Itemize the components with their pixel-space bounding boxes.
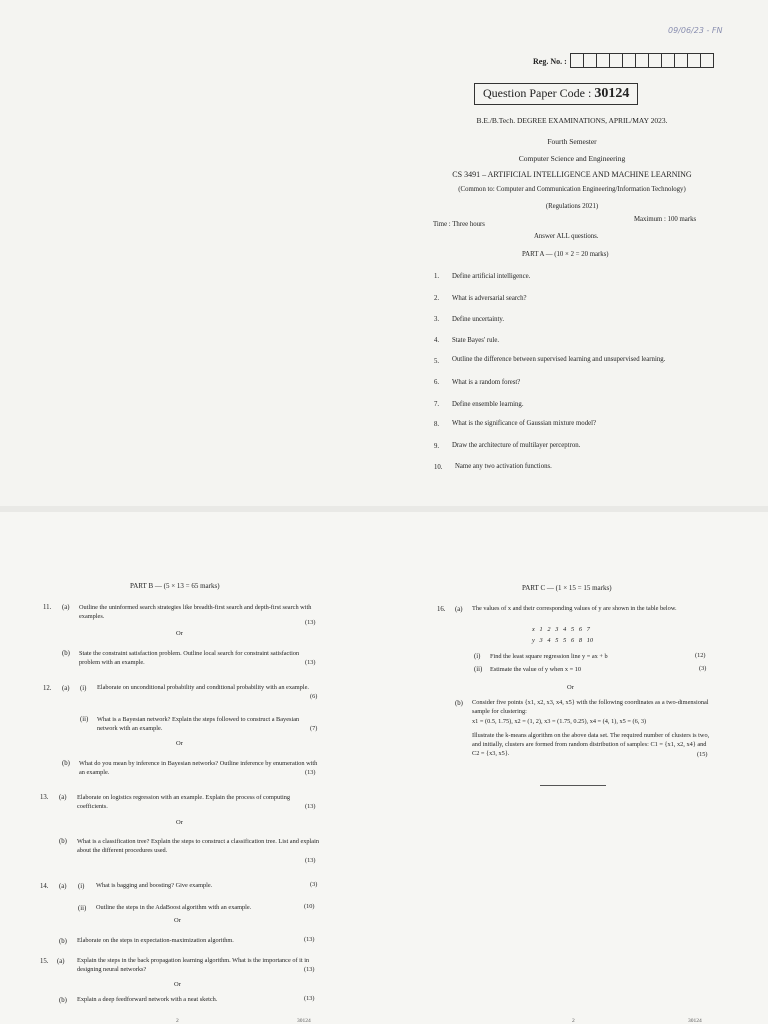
part-b-title: PART B — (5 × 13 = 65 marks) bbox=[130, 582, 220, 590]
handwritten-date-note: 09/06/23 - FN bbox=[668, 26, 723, 35]
or-separator: Or bbox=[567, 684, 574, 691]
marks: (13) bbox=[304, 966, 315, 973]
marks: (7) bbox=[310, 725, 318, 732]
question-text: What is a random forest? bbox=[452, 379, 521, 386]
marks: (13) bbox=[305, 619, 316, 626]
sub-sub-label: (ii) bbox=[78, 905, 87, 912]
question-number: 3. bbox=[434, 316, 440, 323]
marks: (13) bbox=[304, 936, 315, 943]
sub-label: (b) bbox=[59, 938, 67, 945]
sub-label: (b) bbox=[62, 760, 70, 767]
regulations: (Regulations 2021) bbox=[545, 203, 599, 210]
question-number: 4. bbox=[434, 337, 440, 344]
marks: (10) bbox=[304, 903, 315, 910]
exam-page-1 bbox=[0, 0, 768, 506]
course-title: CS 3491 – ARTIFICIAL INTELLIGENCE AND MACHINE LEARNING bbox=[452, 170, 692, 179]
question-number: 12. bbox=[43, 685, 52, 692]
q13a-text: Elaborate on logistics regression with an example. Explain the process of computing coefficients. bbox=[77, 794, 290, 810]
marks: (12) bbox=[695, 652, 706, 659]
question-number: 5. bbox=[434, 358, 440, 365]
department: Computer Science and Engineering bbox=[518, 154, 626, 163]
q16a-i-text: Find the least square regression line y = ax + b bbox=[490, 653, 608, 660]
question-text: Outline the difference between supervised learning and unsupervised learning. bbox=[452, 356, 666, 363]
q16b-coordinates: x1 = (0.5, 1.75), x2 = (1, 2), x3 = (1.75, 0.25), x4 = (4, 1), x5 = (6, 3) bbox=[472, 718, 647, 725]
question-text: Define uncertainty. bbox=[452, 316, 505, 323]
reg-no-boxes bbox=[570, 53, 714, 68]
sub-label: (b) bbox=[59, 997, 67, 1004]
instruction: Answer ALL questions. bbox=[534, 233, 599, 240]
question-number: 2. bbox=[434, 295, 440, 302]
or-separator: Or bbox=[176, 630, 183, 637]
sub-sub-label: (i) bbox=[78, 883, 85, 890]
qpc-number: 30124 bbox=[594, 86, 630, 101]
question-number: 13. bbox=[40, 794, 49, 801]
semester: Fourth Semester bbox=[547, 137, 597, 146]
exam-page-2 bbox=[0, 512, 768, 1024]
or-separator: Or bbox=[176, 740, 183, 747]
question-number: 7. bbox=[434, 401, 440, 408]
sub-sub-label: (i) bbox=[474, 653, 481, 660]
q14a-i-text: What is bagging and boosting? Give example. bbox=[96, 882, 213, 889]
q16b-task: Illustrate the k-means algorithm on the above data set. The required number of clusters is two, and initially, clusters are formed from random distribution of samples: C1 = {x1, x2, x4} and C2 = {x3, x5}. bbox=[472, 732, 710, 757]
table-y-row: y 3 4 5 5 6 8 10 bbox=[532, 637, 594, 644]
q11a-text: Outline the uninformed search strategies like breadth-first search and depth-first search with examples. bbox=[79, 604, 312, 620]
marks: (15) bbox=[697, 751, 708, 758]
sub-label: (b) bbox=[59, 838, 67, 845]
question-text: What is adversarial search? bbox=[452, 295, 527, 302]
page-footer-number: 2 bbox=[176, 1018, 179, 1024]
sub-sub-label: (ii) bbox=[80, 716, 89, 723]
sub-label: (a) bbox=[59, 794, 67, 801]
end-rule bbox=[540, 785, 606, 786]
marks: (13) bbox=[305, 659, 316, 666]
sub-label: (b) bbox=[455, 700, 463, 707]
maximum-marks: Maximum : 100 marks bbox=[634, 216, 697, 223]
question-text: Define artificial intelligence. bbox=[452, 273, 531, 280]
question-number: 14. bbox=[40, 883, 49, 890]
page-footer-number: 2 bbox=[572, 1018, 575, 1024]
q15a-text: Explain the steps in the back propagation learning algorithm. What is the importance of it in designing neural networks? bbox=[77, 957, 310, 973]
sub-label: (a) bbox=[455, 606, 463, 613]
sub-sub-label: (i) bbox=[80, 685, 87, 692]
q12b-text: What do you mean by inference in Bayesian networks? Outline inference by enumeration with an example. bbox=[79, 760, 318, 776]
question-number: 11. bbox=[43, 604, 52, 611]
q15b-text: Explain a deep feedforward network with a neat sketch. bbox=[77, 996, 218, 1003]
exam-title: B.E./B.Tech. DEGREE EXAMINATIONS, APRIL/MAY 2023. bbox=[476, 116, 668, 125]
marks: (13) bbox=[305, 803, 316, 810]
q16b-coordinates-intro: Consider five points {x1, x2, x3, x4, x5} with the following coordinates as a two-dimensional sample for clustering: bbox=[472, 699, 709, 715]
question-number: 1. bbox=[434, 273, 440, 280]
part-a-title: PART A — (10 × 2 = 20 marks) bbox=[522, 251, 609, 258]
marks: (3) bbox=[699, 665, 707, 672]
q16a-text: The values of x and their corresponding values of y are shown in the table below. bbox=[472, 605, 677, 612]
marks: (6) bbox=[310, 693, 318, 700]
q12a-ii-text: What is a Bayesian network? Explain the steps followed to construct a Bayesian network with an example. bbox=[97, 716, 300, 732]
marks: (13) bbox=[304, 995, 315, 1002]
part-c-title: PART C — (1 × 15 = 15 marks) bbox=[522, 584, 612, 592]
qpc-label: Question Paper Code : bbox=[483, 86, 592, 100]
sub-sub-label: (ii) bbox=[474, 666, 483, 673]
common-to: (Common to: Computer and Communication Engineering/Information Technology) bbox=[458, 186, 686, 193]
time-allowed: Time : Three hours bbox=[433, 221, 485, 228]
question-number: 15. bbox=[40, 958, 49, 965]
question-text: Name any two activation functions. bbox=[455, 463, 552, 470]
question-text: Draw the architecture of multilayer perceptron. bbox=[452, 442, 581, 449]
sub-label: (a) bbox=[62, 604, 70, 611]
q11b-text: State the constraint satisfaction problem. Outline local search for constraint satisfaction problem with an example. bbox=[79, 650, 300, 666]
question-text: What is the significance of Gaussian mixture model? bbox=[452, 420, 597, 427]
q16a-ii-text: Estimate the value of y when x = 10 bbox=[490, 666, 581, 673]
or-separator: Or bbox=[176, 819, 183, 826]
question-number: 6. bbox=[434, 379, 440, 386]
question-text: State Bayes' rule. bbox=[452, 337, 500, 344]
page-footer-code: 30124 bbox=[297, 1018, 311, 1024]
sub-label: (a) bbox=[62, 685, 70, 692]
or-separator: Or bbox=[174, 981, 181, 988]
table-x-row: x 1 2 3 4 5 6 7 bbox=[532, 626, 590, 633]
question-text: Define ensemble learning. bbox=[452, 401, 524, 408]
q12a-i-text: Elaborate on unconditional probability and conditional probability with an example. bbox=[97, 684, 309, 691]
sub-label: (b) bbox=[62, 650, 70, 657]
marks: (13) bbox=[305, 769, 316, 776]
q13b-text: What is a classification tree? Explain the steps to construct a classification tree. List and explain about the different procedures used. bbox=[77, 838, 319, 854]
q14b-text: Elaborate on the steps in expectation-maximization algorithm. bbox=[77, 937, 234, 944]
question-number: 8. bbox=[434, 421, 440, 428]
question-number: 9. bbox=[434, 443, 440, 450]
sub-label: (a) bbox=[57, 958, 65, 965]
or-separator: Or bbox=[174, 917, 181, 924]
sub-label: (a) bbox=[59, 883, 67, 890]
q14a-ii-text: Outline the steps in the AdaBoost algorithm with an example. bbox=[96, 904, 252, 911]
question-number: 16. bbox=[437, 606, 446, 613]
marks: (3) bbox=[310, 881, 318, 888]
marks: (13) bbox=[305, 857, 316, 864]
question-paper-code bbox=[474, 83, 638, 105]
reg-no-label: Reg. No. : bbox=[533, 57, 567, 66]
question-number: 10. bbox=[434, 464, 443, 471]
page-footer-code: 30124 bbox=[688, 1018, 702, 1024]
